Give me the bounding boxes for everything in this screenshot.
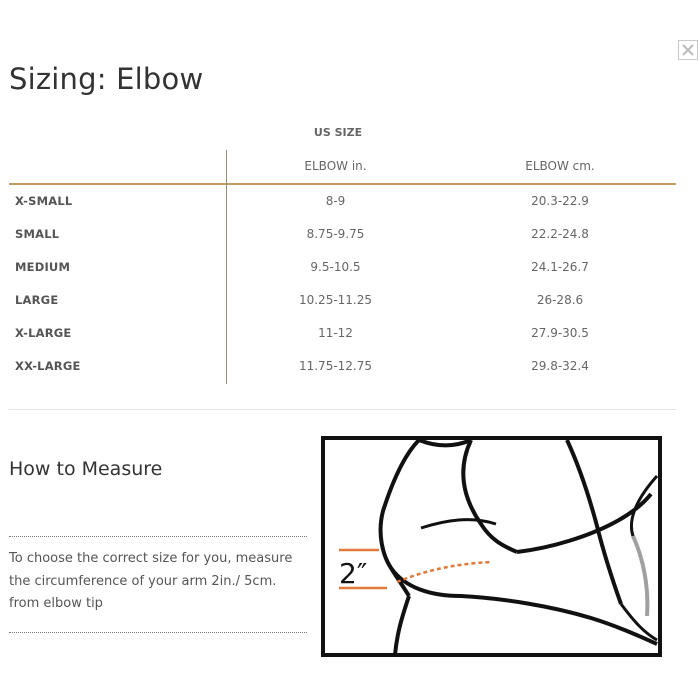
dotted-divider — [9, 536, 307, 537]
size-label: XX-LARGE — [15, 359, 81, 373]
cm-value: 26-28.6 — [536, 293, 584, 307]
table-row — [0, 293, 700, 313]
inches-value: 11-12 — [318, 326, 353, 340]
dotted-divider — [9, 632, 307, 633]
cm-value: 20.3-22.9 — [531, 194, 589, 208]
inches-value: 10.25-11.25 — [298, 293, 373, 307]
inches-value: 11.75-12.75 — [298, 359, 373, 373]
section-divider — [9, 409, 676, 410]
size-label: LARGE — [15, 293, 59, 307]
close-icon — [682, 41, 694, 60]
measure-label: 2″ — [339, 557, 368, 590]
size-label: SMALL — [15, 227, 60, 241]
header-divider — [9, 183, 676, 185]
cm-value: 24.1-26.7 — [531, 260, 589, 274]
close-button[interactable] — [678, 40, 698, 60]
how-to-measure-title: How to Measure — [9, 458, 163, 480]
column-header-inches: ELBOW in. — [304, 159, 367, 173]
table-row — [0, 326, 700, 346]
column-header-cm: ELBOW cm. — [525, 159, 595, 173]
elbow-measure-diagram — [321, 436, 662, 657]
cm-value: 22.2-24.8 — [531, 227, 589, 241]
page-title: Sizing: Elbow — [9, 62, 204, 96]
table-row — [0, 359, 700, 379]
table-row — [0, 194, 700, 214]
cm-value: 27.9-30.5 — [531, 326, 589, 340]
inches-value: 8-9 — [325, 194, 346, 208]
measure-instructions: To choose the correct size for you, measure the circumference of your arm 2in./ 5cm. from elbow tip — [9, 551, 293, 611]
inches-value: 9.5-10.5 — [310, 260, 361, 274]
table-row — [0, 260, 700, 280]
size-label: MEDIUM — [15, 260, 71, 274]
table-row — [0, 227, 700, 247]
size-label: X-SMALL — [15, 194, 73, 208]
cm-value: 29.8-32.4 — [531, 359, 589, 373]
inches-value: 8.75-9.75 — [306, 227, 365, 241]
table-group-header: US SIZE — [313, 126, 363, 139]
size-label: X-LARGE — [15, 326, 72, 340]
